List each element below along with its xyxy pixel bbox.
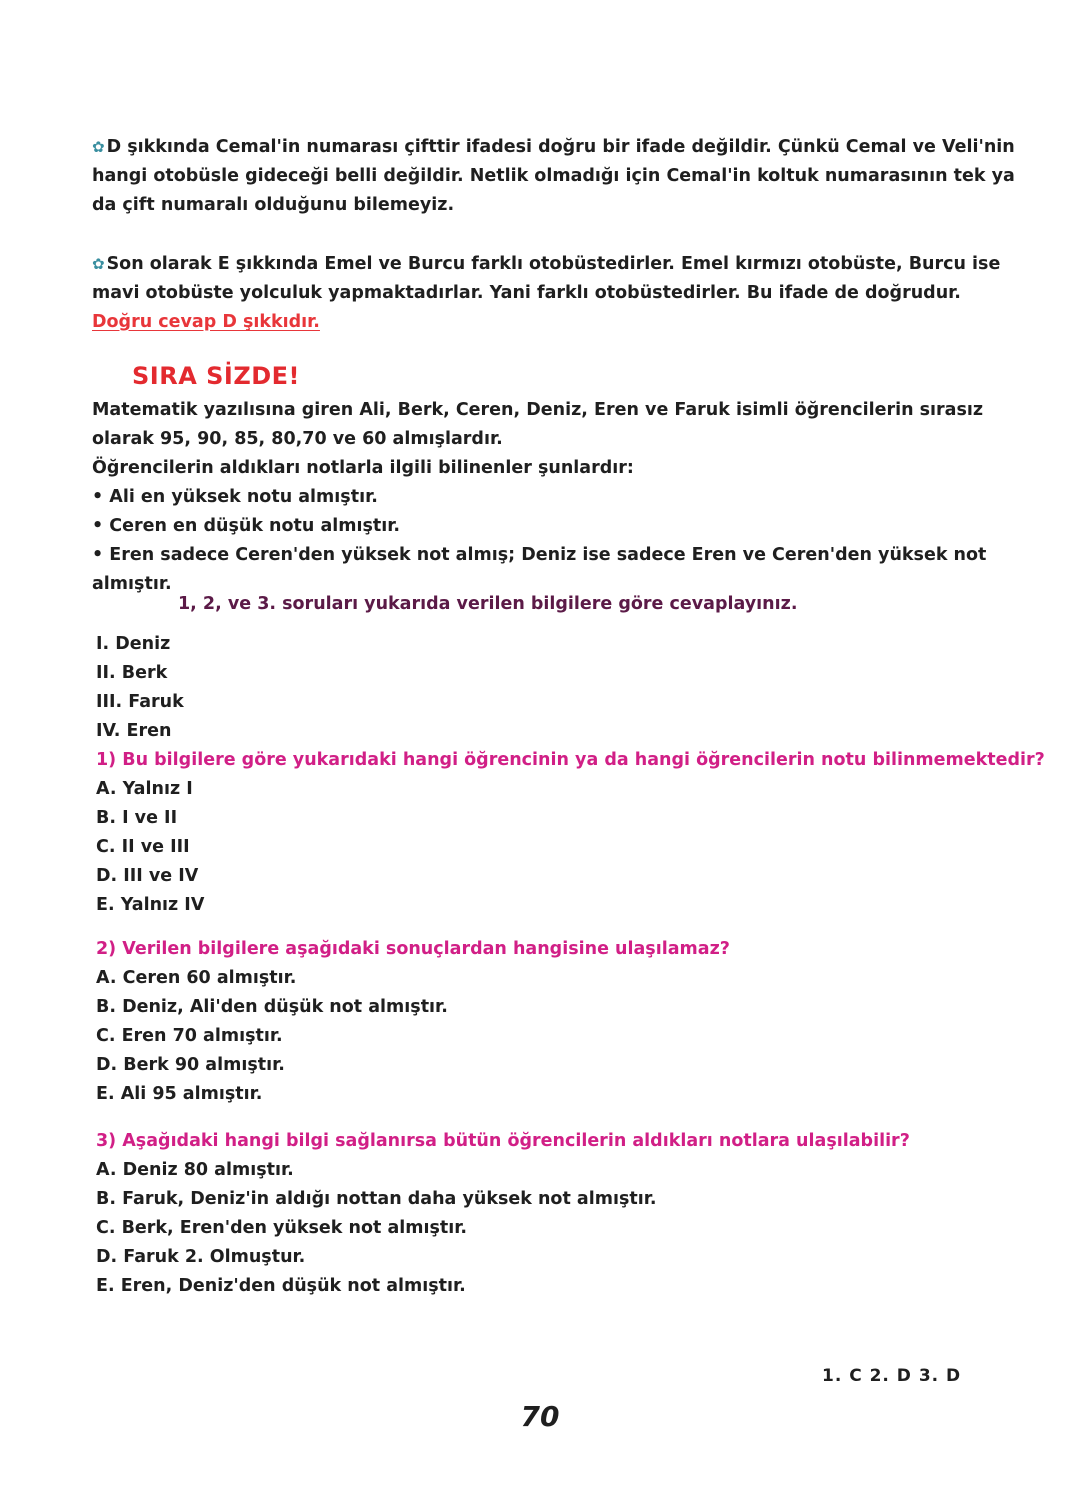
question-3-block xyxy=(96,1127,910,1301)
problem-line: Öğrencilerin aldıkları notlarla ilgili bilinenler şunlardır: xyxy=(92,458,634,478)
section-title: SIRA SİZDE! xyxy=(132,362,301,390)
list-item: I. Deniz xyxy=(96,634,171,654)
question-1-option: D. III ve IV xyxy=(96,866,199,886)
problem-line: • Ceren en düşük notu almıştır. xyxy=(92,516,401,536)
question-1-option: B. I ve II xyxy=(96,808,178,828)
question-2-option: B. Deniz, Ali'den düşük not almıştır. xyxy=(96,997,448,1017)
explanation-line: da çift numaralı olduğunu bilemeyiz. xyxy=(92,195,455,215)
question-1-option: C. II ve III xyxy=(96,837,190,857)
list-item: III. Faruk xyxy=(96,692,184,712)
question-3-option: C. Berk, Eren'den yüksek not almıştır. xyxy=(96,1218,468,1238)
flower-bullet-icon: ✿ xyxy=(92,255,105,273)
instruction-text: 1, 2, ve 3. soruları yukarıda verilen bilgilere göre cevaplayınız. xyxy=(178,594,798,614)
page-number: 70 xyxy=(520,1400,560,1433)
answer-key: 1. C 2. D 3. D xyxy=(822,1366,962,1386)
problem-line: almıştır. xyxy=(92,574,172,594)
question-3-option: B. Faruk, Deniz'in aldığı nottan daha yüksek not almıştır. xyxy=(96,1189,657,1209)
question-2-option: A. Ceren 60 almıştır. xyxy=(96,968,297,988)
question-2-block xyxy=(96,935,730,1109)
list-item: II. Berk xyxy=(96,663,168,683)
question-3-option: A. Deniz 80 almıştır. xyxy=(96,1160,294,1180)
problem-line: • Eren sadece Ceren'den yüksek not almış; Deniz ise sadece Eren ve Ceren'den yüksek not xyxy=(92,545,987,565)
explanation-line: ✿ D şıkkında Cemal'in numarası çifttir ifadesi doğru bir ifade değildir. Çünkü Cemal ve Veli'nin xyxy=(92,137,1015,157)
question-3-option: E. Eren, Deniz'den düşük not almıştır. xyxy=(96,1276,466,1296)
problem-intro xyxy=(92,396,992,599)
explanation-line: mavi otobüste yolculuk yapmaktadırlar. Yani farklı otobüstedirler. Bu ifade de doğrudur. xyxy=(92,283,961,303)
question-2-option: D. Berk 90 almıştır. xyxy=(96,1055,285,1075)
correct-answer-text: Doğru cevap D şıkkıdır. xyxy=(92,312,320,332)
question-1-text: 1) Bu bilgilere göre yukarıdaki hangi öğrencinin ya da hangi öğrencilerin notu bilinmemektedir? xyxy=(96,750,1045,770)
explanation-line: hangi otobüsle gideceği belli değildir. Netlik olmadığı için Cemal'in koltuk numarasının tek ya xyxy=(92,166,1015,186)
explanation-e-paragraph xyxy=(92,250,1001,337)
question-2-text: 2) Verilen bilgilere aşağıdaki sonuçlardan hangisine ulaşılamaz? xyxy=(96,939,730,959)
question-2-option: E. Ali 95 almıştır. xyxy=(96,1084,263,1104)
question-3-text: 3) Aşağıdaki hangi bilgi sağlanırsa bütün öğrencilerin aldıkları notlara ulaşılabilir? xyxy=(96,1131,910,1151)
question-1-option: E. Yalnız IV xyxy=(96,895,205,915)
question-2-option: C. Eren 70 almıştır. xyxy=(96,1026,283,1046)
explanation-line: ✿ Son olarak E şıkkında Emel ve Burcu farklı otobüstedirler. Emel kırmızı otobüste, Burcu ise xyxy=(92,254,1001,274)
list-item: IV. Eren xyxy=(96,721,172,741)
problem-line: olarak 95, 90, 85, 80,70 ve 60 almışlardır. xyxy=(92,429,503,449)
explanation-d-paragraph xyxy=(92,133,1015,220)
problem-line: Matematik yazılısına giren Ali, Berk, Ceren, Deniz, Eren ve Faruk isimli öğrencilerin sırasız xyxy=(92,400,984,420)
question-3-option: D. Faruk 2. Olmuştur. xyxy=(96,1247,306,1267)
question-1-option: A. Yalnız I xyxy=(96,779,193,799)
flower-bullet-icon: ✿ xyxy=(92,138,105,156)
problem-line: • Ali en yüksek notu almıştır. xyxy=(92,487,378,507)
roman-list xyxy=(96,630,1045,920)
